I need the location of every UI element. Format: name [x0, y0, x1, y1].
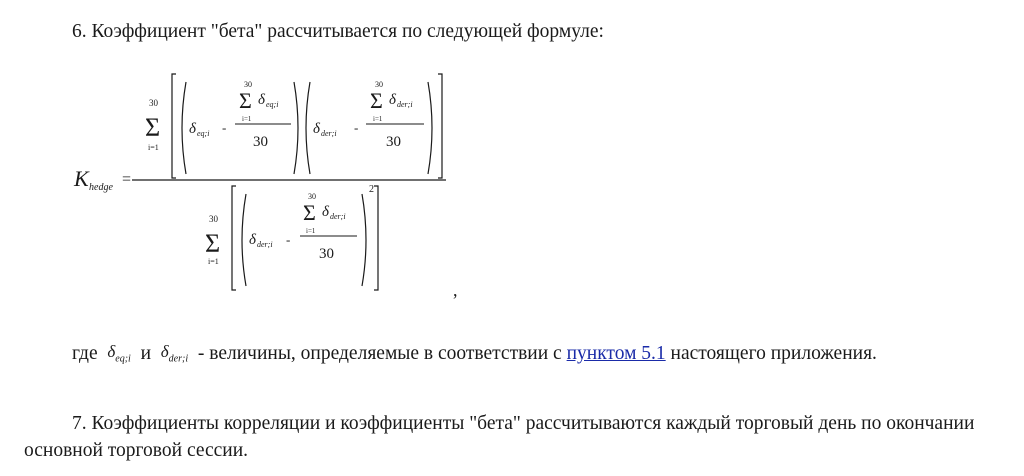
- num-sum-lower: i=1: [148, 143, 159, 152]
- formula-comma: ,: [453, 280, 458, 300]
- where-paragraph: [24, 338, 1014, 372]
- den-paren-left: [242, 194, 246, 286]
- delta-der-symbol: $\delta_{der;i}$: [160, 342, 189, 365]
- num-delta-der: δ: [313, 121, 320, 137]
- den-exponent: 2: [369, 184, 374, 195]
- den-inner-delta-der-sub: der;i: [330, 212, 346, 221]
- num-paren2-right: [428, 82, 432, 174]
- link-point-5-1[interactable]: пунктом 5.1: [566, 343, 666, 364]
- den-inner-delta-der: δ: [322, 204, 329, 220]
- where-mid-text: - величины, определяемые в соответствии с: [197, 343, 562, 364]
- num-inner-sum-lower-1: i=1: [242, 115, 252, 123]
- den-inner-sum-upper: 30: [308, 192, 316, 201]
- den-sum-sigma: Σ: [205, 229, 221, 258]
- num-inner-sum-lower-2: i=1: [373, 115, 383, 123]
- paragraph-7-text: 7. Коэффициенты корреляции и коэффициенты "бета" рассчитываются каждый торговый день по окончании основной торговой сессии.: [24, 413, 975, 461]
- num-delta-der-sub: der;i: [321, 129, 337, 138]
- num-inner-sigma-2: Σ: [370, 88, 383, 113]
- num-inner-delta-der: δ: [389, 92, 396, 108]
- den-inner-sum-lower: i=1: [306, 227, 316, 235]
- den-delta-der-sub: der;i: [257, 240, 273, 249]
- equals-sign: =: [122, 171, 132, 188]
- num-inner-sum-upper-1: 30: [244, 80, 252, 89]
- k-subscript: hedge: [89, 182, 113, 193]
- where-tail-text: настоящего приложения.: [670, 343, 877, 364]
- den-sum-upper: 30: [209, 214, 218, 224]
- num-minus-1: -: [222, 120, 227, 135]
- num-delta-eq-sub: eq;i: [197, 129, 210, 138]
- num-paren1-left: [182, 82, 186, 174]
- num-left-bracket: [172, 74, 176, 178]
- num-inner-delta-eq: δ: [258, 92, 265, 108]
- num-sum-sigma: Σ: [145, 113, 161, 142]
- den-left-bracket: [232, 186, 236, 290]
- num-inner-delta-der-sub: der;i: [397, 100, 413, 109]
- num-delta-eq: δ: [189, 121, 196, 137]
- num-sum-upper: 30: [149, 98, 158, 108]
- num-inner-denominator-2: 30: [386, 134, 401, 150]
- num-inner-sum-upper-2: 30: [375, 80, 383, 89]
- den-paren-right: [362, 194, 366, 286]
- den-inner-sigma: Σ: [303, 200, 316, 225]
- num-inner-delta-eq-sub: eq;i: [266, 100, 279, 109]
- den-inner-denominator: 30: [319, 246, 334, 262]
- num-inner-denominator-1: 30: [253, 134, 268, 150]
- den-sum-lower: i=1: [208, 257, 219, 266]
- num-minus-2: -: [354, 120, 359, 135]
- paragraph-6: 6. Коэффициент "бета" рассчитывается по следующей формуле:: [72, 21, 604, 42]
- den-minus: -: [286, 232, 291, 247]
- where-lead: где: [72, 343, 98, 364]
- delta-eq-symbol: $\delta_{eq;i}$: [107, 342, 131, 365]
- num-paren2-left: [306, 82, 310, 174]
- num-right-bracket: [438, 74, 442, 178]
- den-right-bracket: [374, 186, 378, 290]
- and-word: и: [140, 343, 151, 364]
- paragraph-7: [24, 410, 1014, 464]
- den-delta-der: δ: [249, 232, 256, 248]
- k-symbol: K: [74, 166, 89, 191]
- num-paren1-right: [294, 82, 298, 174]
- num-inner-sigma-1: Σ: [239, 88, 252, 113]
